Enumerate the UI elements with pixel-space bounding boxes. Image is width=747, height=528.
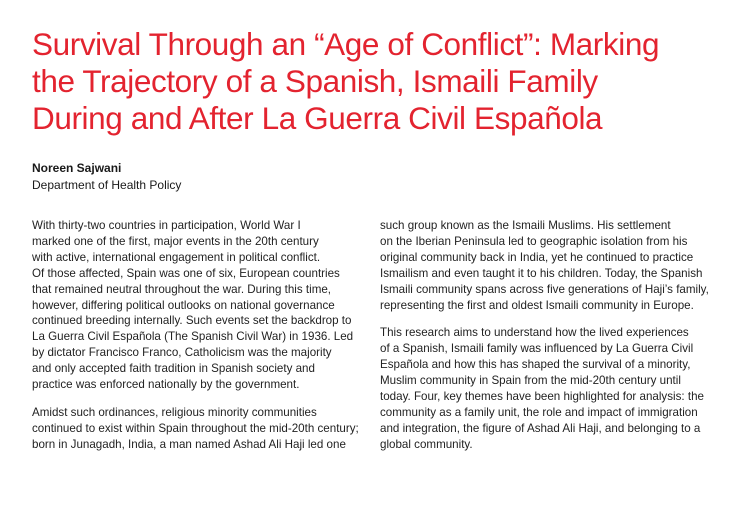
text-line: original community back in India, yet he continued to practice bbox=[380, 250, 694, 264]
text-line: This research aims to understand how the lived experiences bbox=[380, 326, 689, 340]
right-column bbox=[380, 218, 725, 465]
text-line: with active, international engagement in political conflict. bbox=[32, 250, 321, 264]
paragraph bbox=[380, 218, 725, 313]
text-line: Ismaili community spans across five generations of Haji’s family, bbox=[380, 282, 709, 296]
text-line: Of those affected, Spain was one of six, European countries bbox=[32, 266, 340, 280]
text-line: however, differing political outlooks on national governance bbox=[32, 298, 335, 312]
paragraph bbox=[32, 218, 372, 393]
title-line: the Trajectory of a Spanish, Ismaili Family bbox=[32, 63, 598, 99]
text-line: global community. bbox=[380, 437, 473, 451]
text-line: Muslim community in Spain from the mid-20th century until bbox=[380, 374, 681, 388]
text-line: With thirty-two countries in participation, World War I bbox=[32, 219, 301, 232]
author-department: Department of Health Policy bbox=[32, 178, 182, 192]
text-line: continued to exist within Spain throughout the mid-20th century; bbox=[32, 421, 359, 435]
text-line: La Guerra Civil Española (The Spanish Civil War) in 1936. Led bbox=[32, 330, 354, 344]
left-column bbox=[32, 218, 372, 465]
text-line: that remained neutral throughout the war. During this time, bbox=[32, 282, 332, 296]
text-line: of a Spanish, Ismaili family was influenced by La Guerra Civil bbox=[380, 342, 694, 356]
text-line: Ismailism and even taught it to his children. Today, the Spanish bbox=[380, 266, 703, 280]
text-line: Española and how this has shaped the survival of a minority, bbox=[380, 358, 691, 372]
text-line: by dictator Francisco Franco, Catholicism was the majority bbox=[32, 346, 332, 360]
paragraph bbox=[32, 405, 372, 453]
text-line: today. Four, key themes have been highlighted for analysis: the bbox=[380, 390, 704, 404]
text-line: practice was enforced nationally by the government. bbox=[32, 378, 300, 392]
text-line: born in Junagadh, India, a man named Ashad Ali Haji led one bbox=[32, 437, 346, 451]
article-title bbox=[32, 26, 737, 137]
text-line: continued breeding internally. Such events set the backdrop to bbox=[32, 314, 352, 328]
text-line: such group known as the Ismaili Muslims. His settlement bbox=[380, 219, 671, 232]
paragraph bbox=[380, 325, 725, 452]
title-line: Survival Through an “Age of Conflict”: Marking bbox=[32, 26, 660, 62]
text-line: marked one of the first, major events in the 20th century bbox=[32, 234, 319, 248]
text-line: on the Iberian Peninsula led to geographic isolation from his bbox=[380, 234, 688, 248]
title-line: During and After La Guerra Civil Española bbox=[32, 100, 603, 136]
text-line: and integration, the figure of Ashad Ali Haji, and belonging to a bbox=[380, 421, 701, 435]
text-line: representing the first and oldest Ismaili community in Europe. bbox=[380, 298, 694, 312]
text-line: and only accepted faith tradition in Spanish society and bbox=[32, 362, 315, 376]
text-line: Amidst such ordinances, religious minority communities bbox=[32, 405, 317, 419]
author-name: Noreen Sajwani bbox=[32, 161, 122, 175]
text-line: community as a family unit, the role and impact of immigration bbox=[380, 405, 698, 419]
